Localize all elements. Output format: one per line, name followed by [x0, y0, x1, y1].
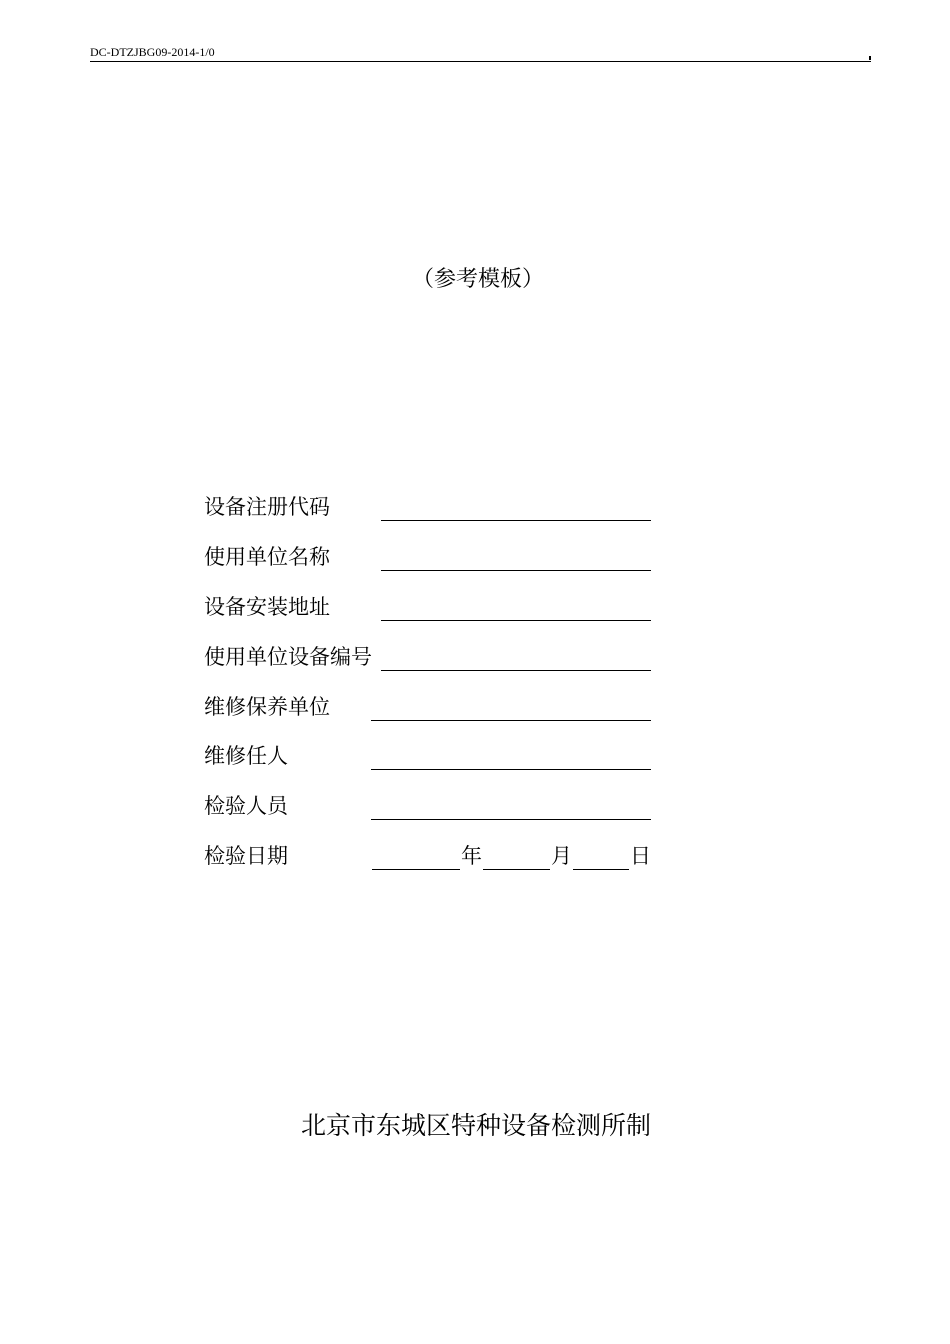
day-unit-label: 日	[630, 844, 651, 868]
equipment-number-field[interactable]	[381, 670, 651, 671]
registration-code-field[interactable]	[381, 520, 651, 521]
user-unit-name-field[interactable]	[381, 570, 651, 571]
maintenance-person-label: 维修任人	[204, 744, 288, 768]
equipment-number-label: 使用单位设备编号	[204, 645, 372, 669]
issuer-line: 北京市东城区特种设备检测所制	[301, 1111, 652, 1140]
install-address-label: 设备安装地址	[204, 595, 330, 619]
maintenance-person-field[interactable]	[371, 769, 651, 770]
inspection-day-field[interactable]	[573, 869, 629, 870]
inspector-field[interactable]	[371, 819, 651, 820]
inspector-label: 检验人员	[204, 794, 288, 818]
inspection-month-field[interactable]	[483, 869, 550, 870]
inspection-year-field[interactable]	[372, 869, 460, 870]
maintenance-unit-field[interactable]	[371, 720, 651, 721]
year-unit-label: 年	[461, 844, 482, 868]
maintenance-unit-label: 维修保养单位	[204, 695, 330, 719]
header-divider-end-mark	[869, 56, 871, 60]
inspection-date-label: 检验日期	[204, 844, 288, 868]
install-address-field[interactable]	[381, 620, 651, 621]
month-unit-label: 月	[551, 844, 572, 868]
registration-code-label: 设备注册代码	[204, 495, 330, 519]
header-divider	[90, 61, 871, 62]
user-unit-name-label: 使用单位名称	[204, 545, 330, 569]
report-subtitle: （参考模板）	[412, 267, 545, 292]
document-code: DC-DTZJBG09-2014-1/0	[90, 45, 215, 59]
